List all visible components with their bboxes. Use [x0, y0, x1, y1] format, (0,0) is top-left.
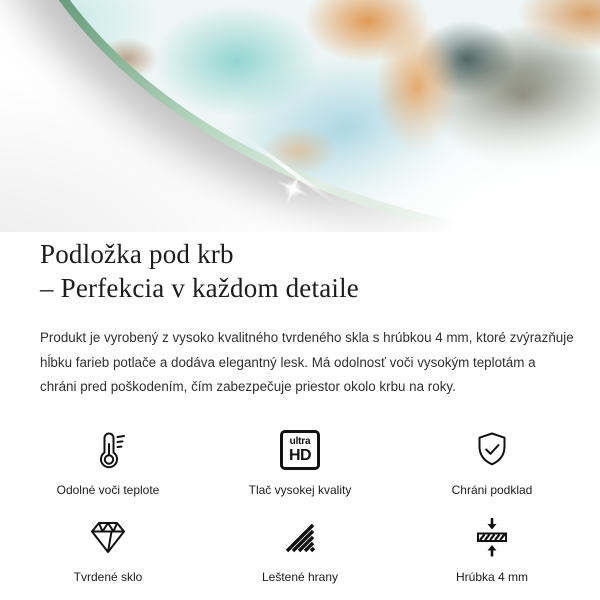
product-photo	[0, 0, 600, 232]
feature-print-quality	[204, 426, 396, 497]
ultra-hd-icon: ultra HD	[280, 426, 320, 474]
page-title-line1: Podložka pod krb	[40, 239, 234, 269]
feature-label: Tlač vysokej kvality	[248, 482, 352, 497]
page-title-line2: – Perfekcia v každom detaile	[40, 273, 359, 303]
diamond-icon	[86, 513, 130, 561]
shield-check-icon	[470, 426, 514, 474]
feature-label: Odolné voči teplote	[56, 482, 160, 497]
feature-tempered-glass	[12, 513, 204, 584]
thermometer-icon	[86, 426, 130, 474]
feature-label: Leštené hrany	[261, 569, 339, 584]
feature-label: Chráni podklad	[451, 482, 533, 497]
features-grid	[0, 426, 600, 584]
polished-edges-icon	[278, 513, 322, 561]
feature-label: Tvrdené sklo	[73, 569, 143, 584]
feature-polished-edges	[204, 513, 396, 584]
sparkle-highlight	[275, 171, 311, 207]
feature-label: Hrúbka 4 mm	[455, 569, 529, 584]
feature-protects-base	[396, 426, 588, 497]
page-title	[40, 237, 560, 305]
feature-heat-resistant	[12, 426, 204, 497]
product-description: Produkt je vyrobený z vysoko kvalitného tvrdeného skla s hrúbkou 4 mm, ktoré zvýrazňuje hĺbku farieb potlače a dodáva elegantný lesk. Má odolnosť voči vysokým teplotám a chráni pred poškodením, čím zabezpečuje priestor okolo krbu na roky.	[40, 330, 574, 395]
thickness-icon	[470, 513, 514, 561]
feature-thickness	[396, 513, 588, 584]
